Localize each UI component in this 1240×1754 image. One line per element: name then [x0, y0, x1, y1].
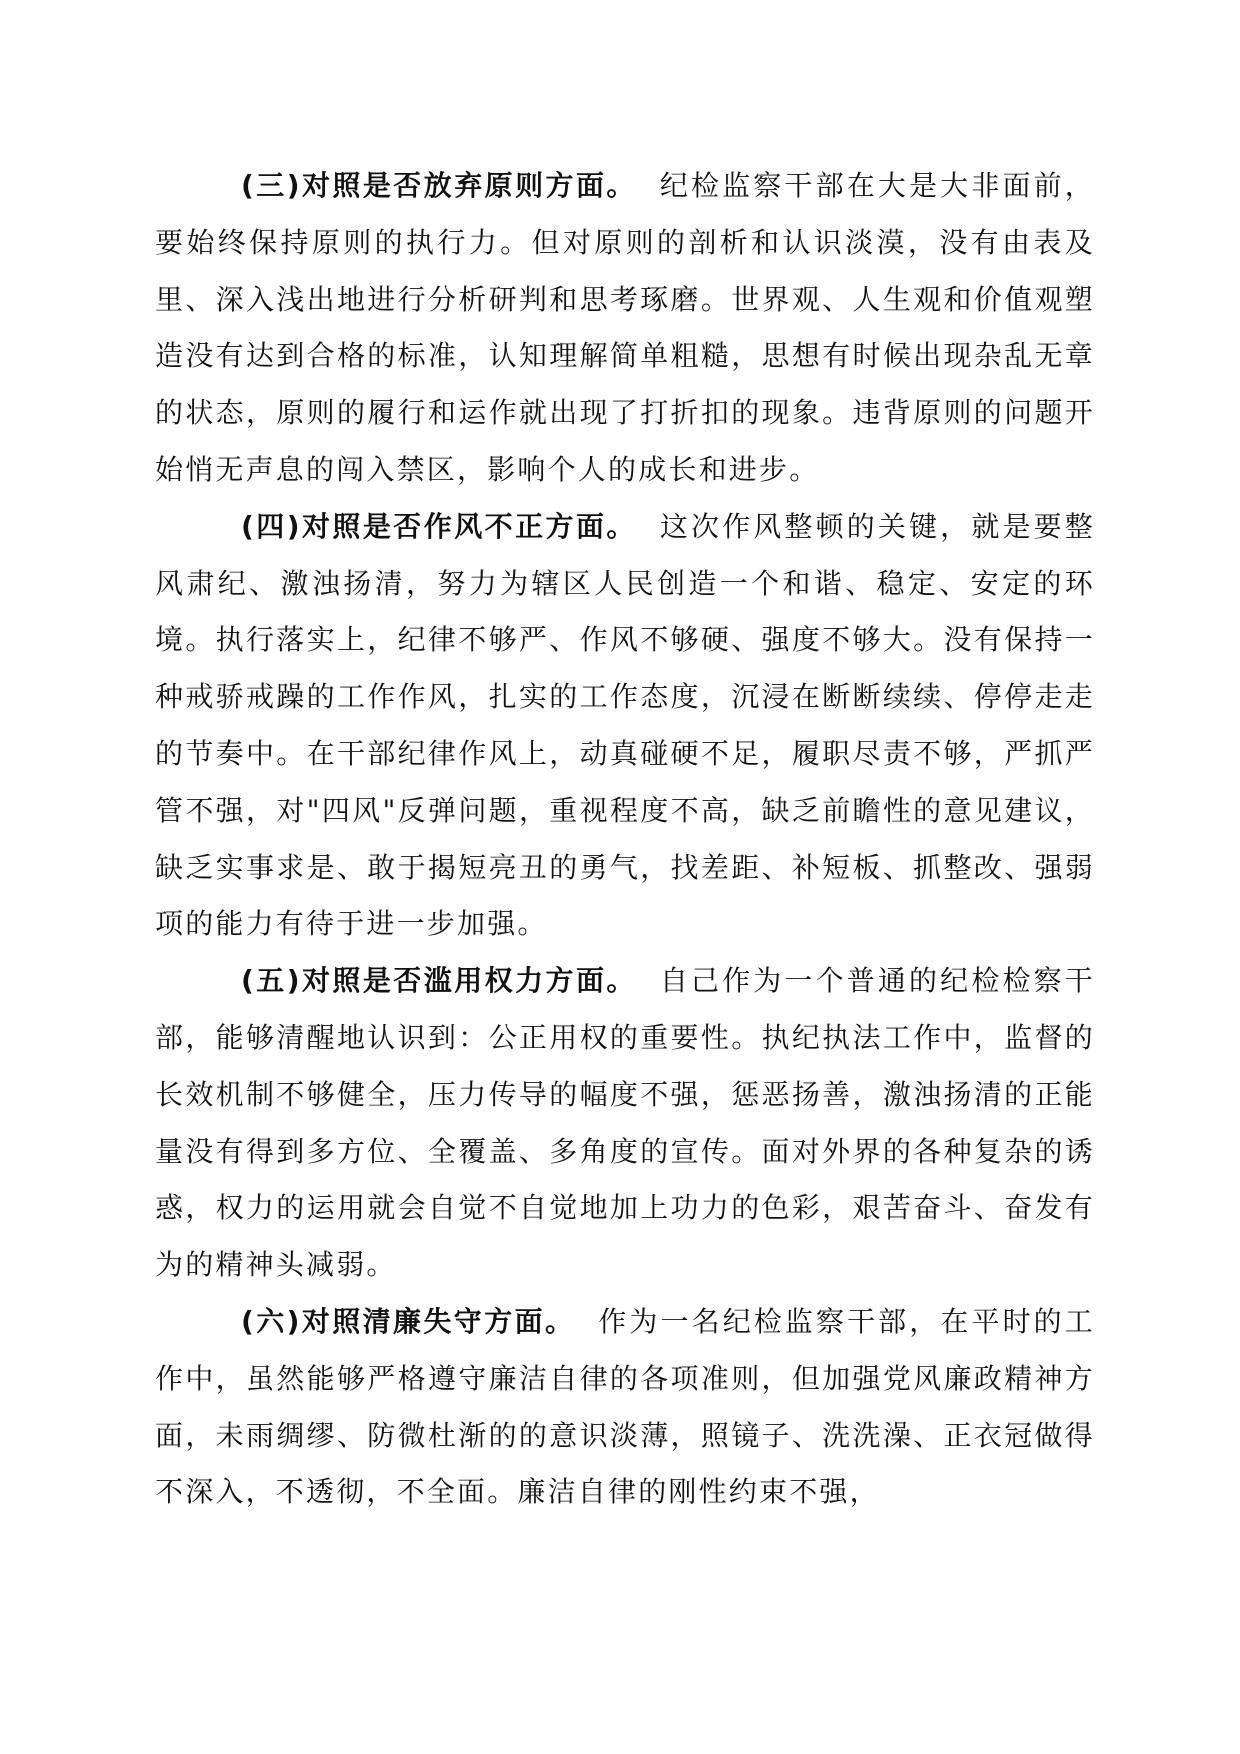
section-6-paragraph [155, 1294, 1095, 1521]
section-4-heading: (四)对照是否作风不正方面。 [241, 509, 637, 543]
section-3-paragraph [155, 158, 1095, 499]
section-5-paragraph [155, 953, 1095, 1294]
section-5-text: 自己作为一个普通的纪检检察干部，能够清醒地认识到：公正用权的重要性。执纪执法工作中，监督的长效机制不够健全，压力传导的幅度不强，惩恶扬善，激浊扬清的正能量没有得到多方位、全覆盖、多角度的宣传。面对外界的各种复杂的诱惑，权力的运用就会自觉不自觉地加上功力的色彩，艰苦奋斗、奋发有为的精神头减弱。 [155, 964, 1095, 1282]
section-3-text: 纪检监察干部在大是大非面前，要始终保持原则的执行力。但对原则的剖析和认识淡漠，没有由表及里、深入浅出地进行分析研判和思考琢磨。世界观、人生观和价值观塑造没有达到合格的标准，认知理解简单粗糙，思想有时候出现杂乱无章的状态，原则的履行和运作就出现了打折扣的现象。违背原则的问题开始悄无声息的闯入禁区，影响个人的成长和进步。 [155, 169, 1095, 486]
section-4-paragraph [155, 499, 1095, 953]
section-6-heading: (六)对照清廉失守方面。 [241, 1304, 576, 1338]
section-4-text: 这次作风整顿的关键，就是要整风肃纪、激浊扬清，努力为辖区人民创造一个和谐、稳定、安定的环境。执行落实上，纪律不够严、作风不够硬、强度不够大。没有保持一种戒骄戒躁的工作作风，扎实的工作态度，沉浸在断断续续、停停走走的节奏中。在干部纪律作风上，动真碰硬不足，履职尽责不够，严抓严管不强，对"四风"反弹问题，重视程度不高，缺乏前瞻性的意见建议，缺乏实事求是、敢于揭短亮丑的勇气，找差距、补短板、抓整改、强弱项的能力有待于进一步加强。 [155, 509, 1095, 941]
section-3-heading: (三)对照是否放弃原则方面。 [241, 169, 637, 202]
document-body [155, 158, 1095, 1521]
section-5-heading: (五)对照是否滥用权力方面。 [241, 964, 637, 998]
section-6-text: 作为一名纪检监察干部，在平时的工作中，虽然能够严格遵守廉洁自律的各项准则，但加强党风廉政精神方面，未雨绸缪、防微杜渐的的意识淡薄，照镜子、洗洗澡、正衣冠做得不深入，不透彻，不全面。廉洁自律的刚性约束不强， [155, 1304, 1095, 1509]
